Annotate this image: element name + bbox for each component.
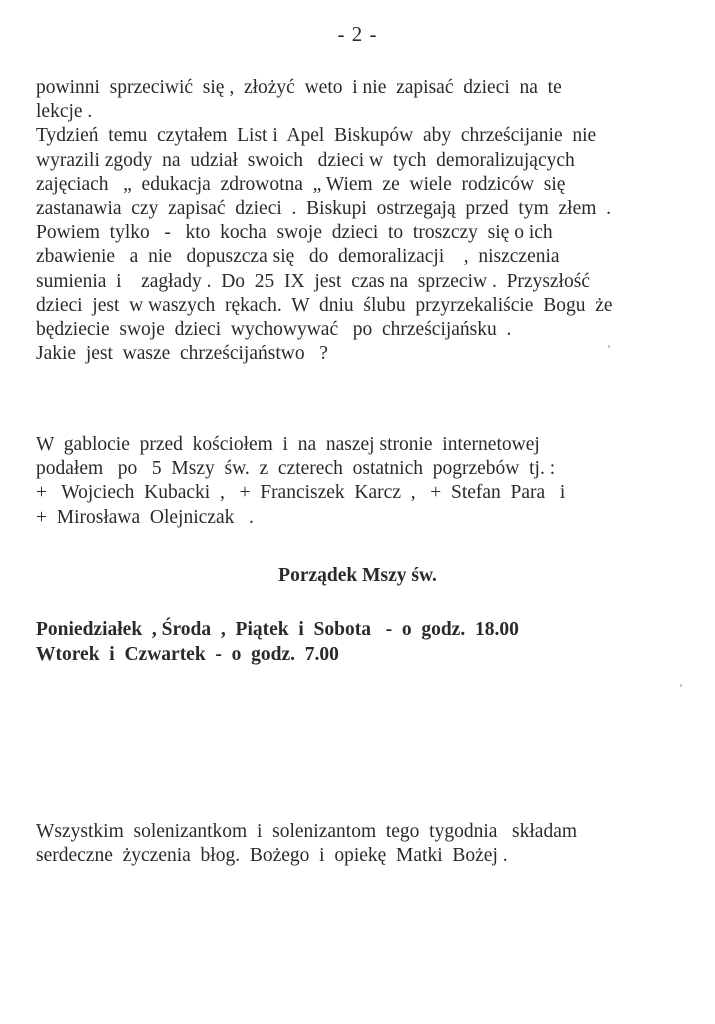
mass-schedule-heading: Porządek Mszy św.: [278, 565, 437, 586]
page-number: - 2 -: [337, 22, 378, 46]
text-line: podałem po 5 Mszy św. z czterech ostatnich pogrzebów tj. :: [36, 458, 556, 480]
text-line: zastanawia czy zapisać dzieci . Biskupi ostrzegają przed tym złem .: [36, 198, 612, 220]
text-line: Powiem tylko - kto kocha swoje dzieci to troszczy się o ich: [36, 222, 553, 244]
text-line: zbawienie a nie dopuszcza się do demoralizacji , niszczenia: [36, 246, 560, 268]
text-line: Tydzień temu czytałem List i Apel Biskupów aby chrześcijanie nie: [36, 125, 597, 147]
text-line: zajęciach „ edukacja zdrowotna „ Wiem ze wiele rodziców się: [36, 173, 566, 195]
paragraph-name-day-wishes: [36, 820, 577, 868]
text-line: dzieci jest w waszych rękach. W dniu ślubu przyrzekaliście Bogu że: [36, 294, 613, 316]
text-line: sumienia i zagłady . Do 25 IX jest czas na sprzeciw . Przyszłość: [36, 270, 590, 292]
text-line: lekcje .: [36, 101, 93, 123]
text-line: Jakie jest wasze chrześcijaństwo ?: [36, 343, 328, 365]
text-line: serdeczne życzenia błog. Bożego i opiekę Matki Bożej .: [36, 845, 508, 867]
text-line: + Wojciech Kubacki , + Franciszek Karcz , + Stefan Para i: [36, 482, 566, 504]
paragraph-parent-appeal: [36, 76, 613, 366]
text-line: będziecie swoje dzieci wychowywać po chrześcijańsku .: [36, 319, 512, 341]
schedule-line: Wtorek i Czwartek - o godz. 7.00: [36, 643, 339, 665]
schedule-line: Poniedziałek , Środa , Piątek i Sobota - o godz. 18.00: [36, 619, 519, 640]
scan-speck: [608, 345, 610, 348]
text-line: powinni sprzeciwić się , złożyć weto i nie zapisać dzieci na te: [36, 77, 562, 98]
mass-schedule: [36, 618, 519, 667]
text-line: wyrazili zgody na udział swoich dzieci w tych demoralizujących: [36, 149, 575, 171]
text-line: + Mirosława Olejniczak .: [36, 506, 254, 528]
text-line: W gablocie przed kościołem i na naszej stronie internetowej: [36, 434, 540, 455]
text-line: Wszystkim solenizantkom i solenizantom tego tygodnia składam: [36, 821, 578, 842]
paragraph-funeral-masses: [36, 433, 565, 530]
scan-speck: [680, 684, 682, 687]
